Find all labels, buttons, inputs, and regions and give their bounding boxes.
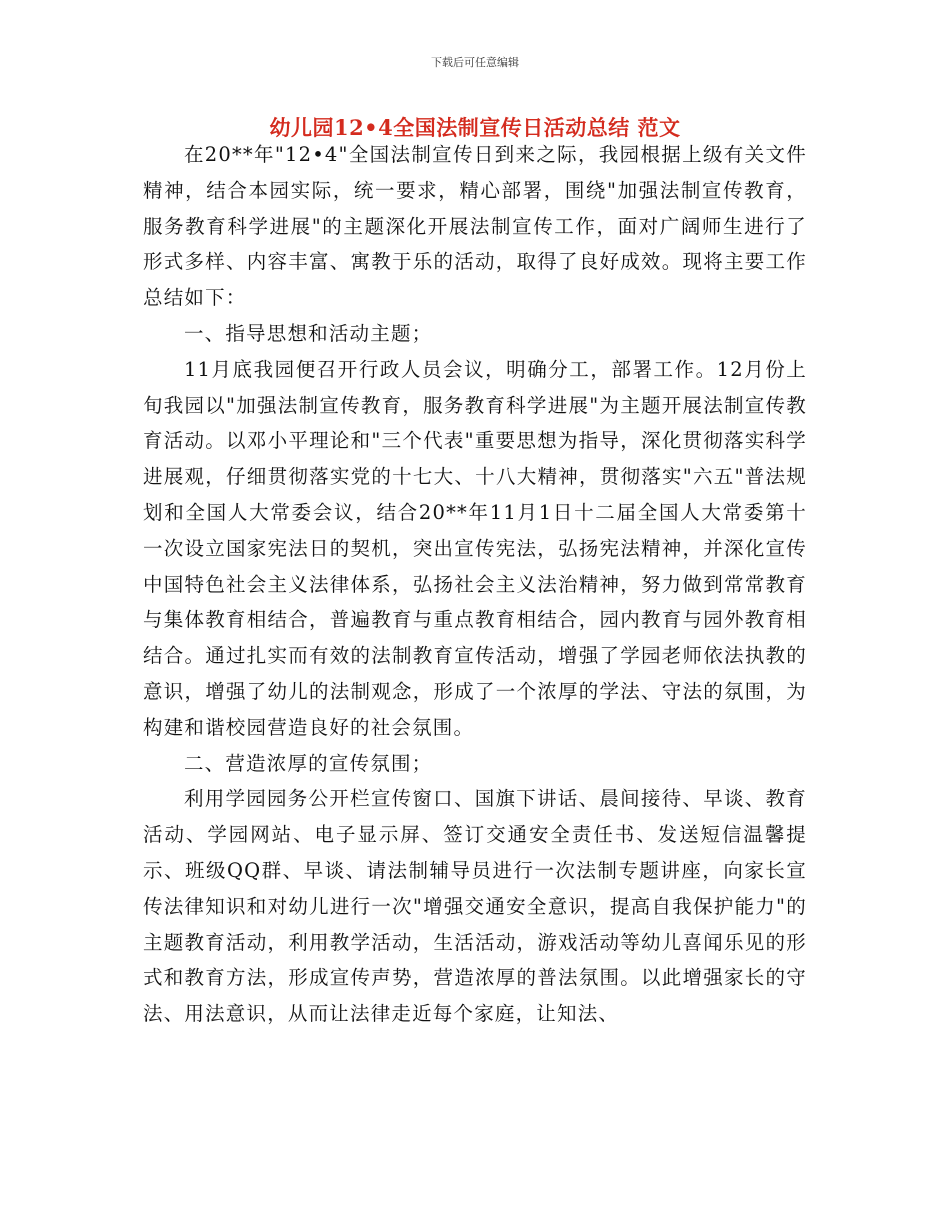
section-heading-2: 二、营造浓厚的宣传氛围； — [183, 751, 433, 775]
header-note: 下载后可任意编辑 — [431, 56, 519, 69]
paragraph-section-2: 利用学园园务公开栏宣传窗口、国旗下讲话、晨间接待、早谈、教育活动、学园网站、电子显示屏、签订交通安全责任书、发送短信温馨提示、班级QQ群、早谈、请法制辅导员进行一次法制专题讲座，向家长宣传法律知识和对幼儿进行一次"增强交通安全意识，提高自我保护能力"的主题教育活动，利用教学活动，生活活动，游戏活动等幼儿喜闻乐见的形式和教育方法，形成宣传声势，营造浓厚的普法氛围。以此增强家长的守法、用法意识，从而让法律走近每个家庭，让知法、 — [143, 787, 807, 1026]
paragraph-intro: 在20**年"12•4"全国法制宣传日到来之际，我园根据上级有关文件精神，结合本园实际，统一要求，精心部署，围绕"加强法制宣传教育，服务教育科学进展"的主题深化开展法制宣传工作，面对广阔师生进行了形式多样、内容丰富、寓教于乐的活动，取得了良好成效。现将主要工作总结如下： — [143, 143, 807, 310]
section-heading-1: 一、指导思想和活动主题； — [183, 321, 433, 345]
document-title: 幼儿园12•4全国法制宣传日活动总结 范文 — [269, 115, 681, 140]
document-body — [143, 137, 807, 1032]
paragraph-section-1: 11月底我园便召开行政人员会议，明确分工，部署工作。12月份上旬我园以"加强法制宣传教育，服务教育科学进展"为主题开展法制宣传教育活动。以邓小平理论和"三个代表"重要思想为指导，深化贯彻落实科学进展观，仔细贯彻落实党的十七大、十八大精神，贯彻落实"六五"普法规划和全国人大常委会议，结合20**年11月1日十二届全国人大常委第十一次设立国家宪法日的契机，突出宣传宪法，弘扬宪法精神，并深化宣传中国特色社会主义法律体系，弘扬社会主义法治精神，努力做到常常教育与集体教育相结合，普遍教育与重点教育相结合，园内教育与园外教育相结合。通过扎实而有效的法制教育宣传活动，增强了学园老师依法执教的意识，增强了幼儿的法制观念，形成了一个浓厚的学法、守法的氛围，为构建和谐校园营造良好的社会氛围。 — [143, 357, 807, 739]
